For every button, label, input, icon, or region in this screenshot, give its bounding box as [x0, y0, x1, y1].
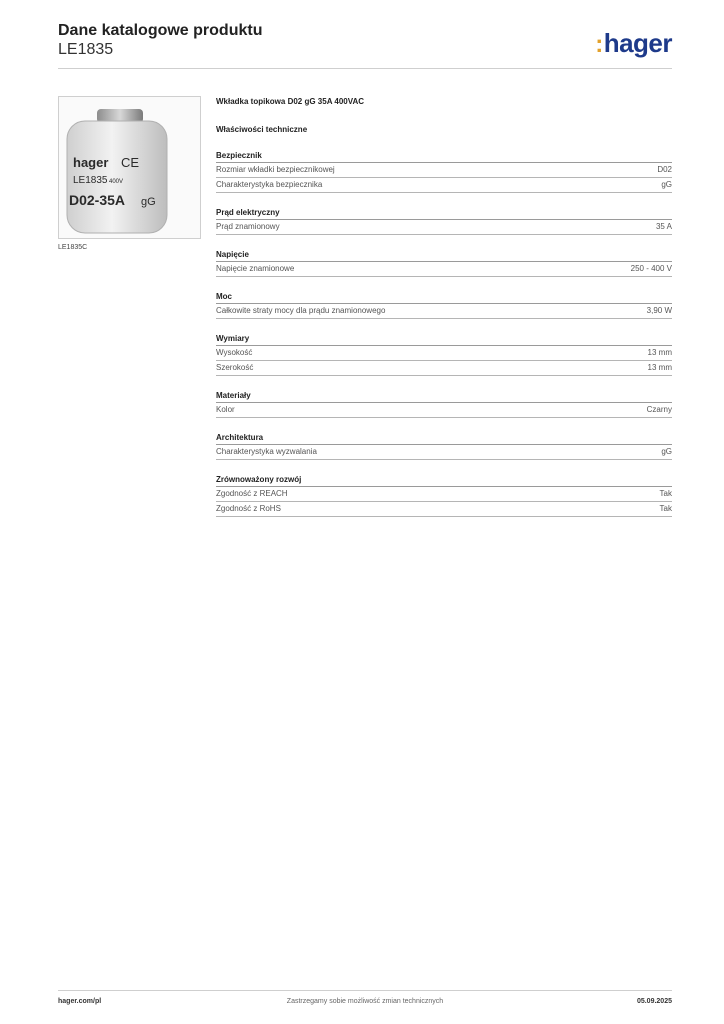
section-title: Napięcie [216, 249, 672, 262]
section-title: Bezpiecznik [216, 150, 672, 163]
spec-section [216, 150, 672, 193]
spec-row [216, 220, 672, 235]
image-caption: LE1835C [58, 244, 88, 251]
spec-row [216, 403, 672, 418]
spec-row [216, 304, 672, 319]
spec-value: 35 A [655, 222, 672, 231]
spec-row [216, 178, 672, 193]
page-header [58, 22, 672, 68]
spec-section [216, 333, 672, 376]
spec-content [216, 96, 672, 517]
spec-label: Napięcie znamionowe [216, 264, 295, 273]
spec-value: Tak [659, 489, 672, 498]
footer-website[interactable]: hager.com/pl [58, 998, 102, 1005]
footer-disclaimer: Zastrzegamy sobie możliwość zmian technicznych [286, 998, 444, 1005]
spec-value: Czarny [646, 405, 672, 414]
spec-value: 13 mm [647, 348, 672, 357]
spec-label: Charakterystyka bezpiecznika [216, 180, 323, 189]
spec-label: Zgodność z REACH [216, 489, 288, 498]
spec-section [216, 207, 672, 235]
spec-label: Charakterystyka wyzwalania [216, 447, 317, 456]
page-footer [58, 998, 672, 1010]
spec-row [216, 361, 672, 376]
section-title: Zrównoważony rozwój [216, 474, 672, 487]
product-description: Wkładka topikowa D02 gG 35A 400VAC [216, 97, 365, 106]
spec-value: gG [661, 447, 672, 456]
spec-row [216, 346, 672, 361]
spec-value: 250 - 400 V [630, 264, 672, 273]
section-title: Wymiary [216, 333, 672, 346]
fuse-voltage-text: 400V [109, 179, 124, 185]
footer-date: 05.09.2025 [636, 998, 672, 1005]
logo-colon-mark: : [595, 31, 603, 58]
technical-properties-heading: Właściwości techniczne [216, 125, 308, 134]
spec-label: Kolor [216, 405, 235, 414]
fuse-class-text: gG [141, 196, 156, 208]
hager-logo [595, 28, 672, 59]
spec-label: Szerokość [216, 363, 254, 372]
spec-section [216, 390, 672, 418]
header-divider [58, 68, 672, 69]
spec-section [216, 249, 672, 277]
fuse-brand-text: hager [73, 155, 109, 170]
spec-label: Rozmiar wkładki bezpiecznikowej [216, 165, 335, 174]
spec-row [216, 163, 672, 178]
spec-label: Całkowite straty mocy dla prądu znamionowego [216, 306, 386, 315]
footer-divider [58, 990, 672, 991]
spec-row [216, 487, 672, 502]
spec-section [216, 291, 672, 319]
section-title: Architektura [216, 432, 672, 445]
spec-section [216, 474, 672, 517]
spec-sections [216, 150, 672, 517]
product-code: LE1835 [58, 41, 114, 58]
ce-mark: CE [121, 155, 140, 170]
spec-value: 13 mm [647, 363, 672, 372]
spec-value: D02 [657, 165, 672, 174]
spec-row [216, 262, 672, 277]
spec-label: Zgodność z RoHS [216, 504, 281, 513]
document-title: Dane katalogowe produktu [58, 22, 263, 39]
product-image [58, 96, 201, 239]
spec-value: 3,90 W [646, 306, 672, 315]
spec-section [216, 432, 672, 460]
section-title: Prąd elektryczny [216, 207, 672, 220]
logo-wordmark: hager [603, 28, 672, 58]
spec-value: gG [661, 180, 672, 189]
section-title: Materiały [216, 390, 672, 403]
spec-label: Prąd znamionowy [216, 222, 280, 231]
spec-label: Wysokość [216, 348, 253, 357]
spec-row [216, 445, 672, 460]
fuse-rating-text: D02-35A [69, 192, 126, 208]
fuse-code-text: LE1835 [73, 175, 108, 186]
spec-value: Tak [659, 504, 672, 513]
section-title: Moc [216, 291, 672, 304]
spec-row [216, 502, 672, 517]
